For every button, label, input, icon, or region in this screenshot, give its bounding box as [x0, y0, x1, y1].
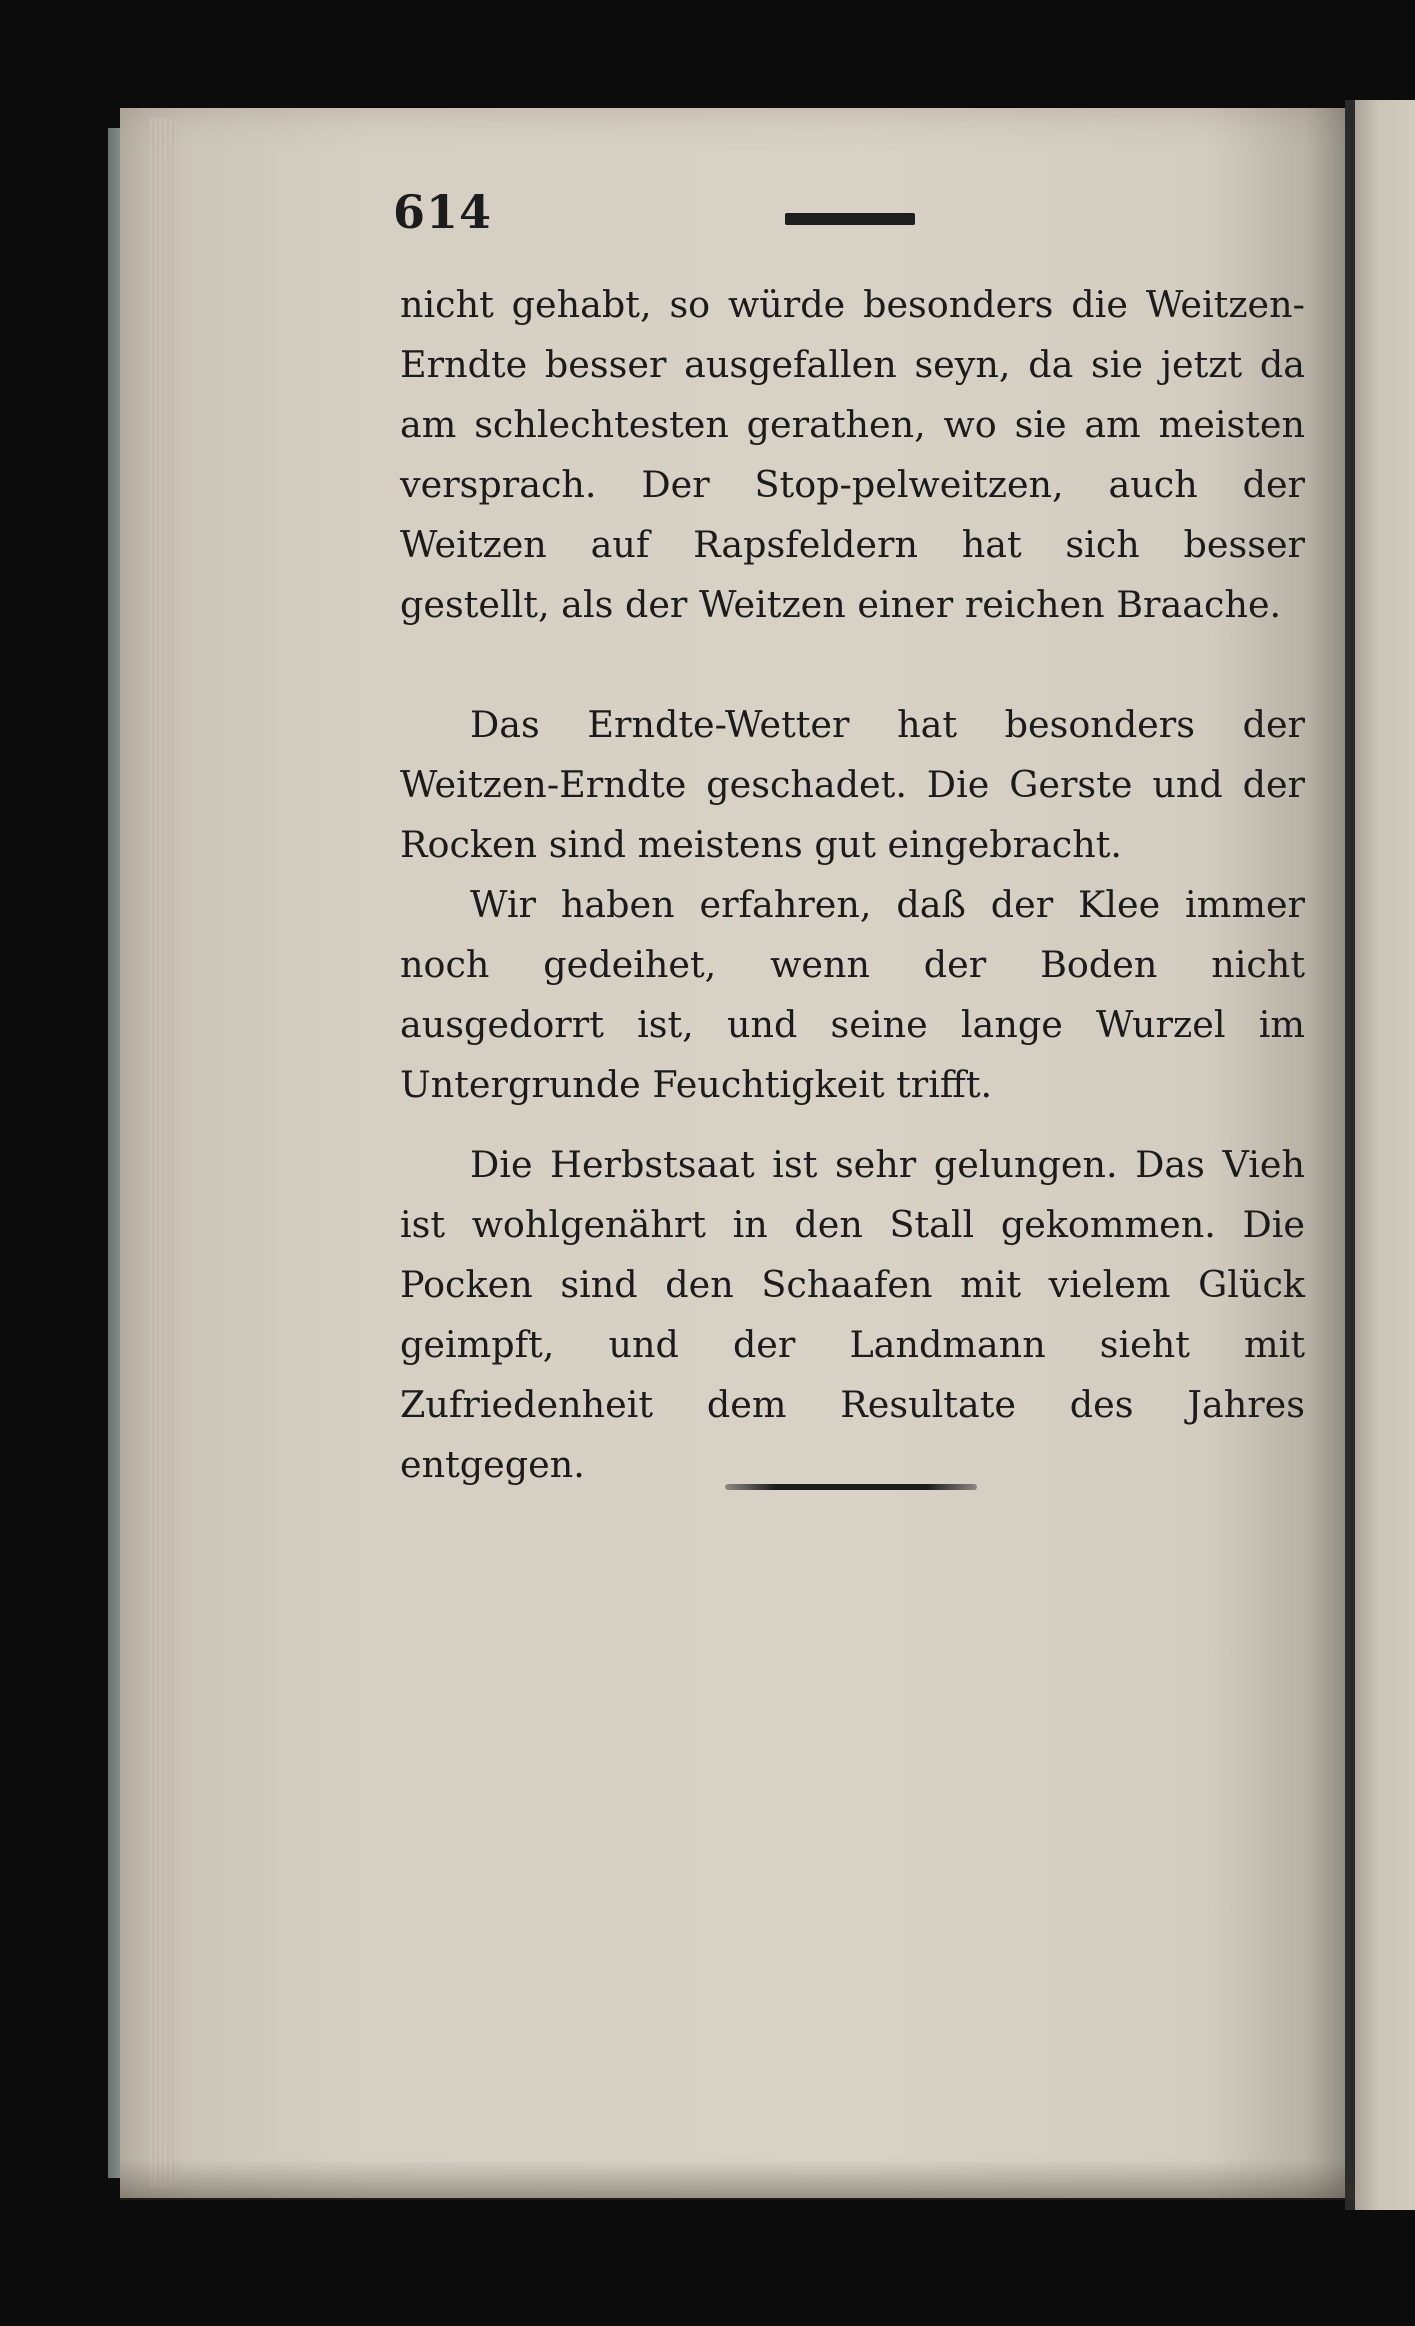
paragraph-3: Wir haben erfahren, daß der Klee immer noch gedeihet, wenn der Boden nicht ausgedorrt ist, und seine lange Wurzel im Untergrunde Feuchtigkeit trifft.	[400, 883, 1305, 1106]
page-bottom-shadow	[120, 2160, 1355, 2200]
header-rule	[785, 213, 915, 225]
paragraph-1: nicht gehabt, so würde besonders die Weitzen-Erndte besser ausgefallen seyn, da sie jetzt da am schlechtesten gerathen, wo sie am meisten versprach. Der Stop-pelweitzen, auch der Weitzen auf Rapsfeldern hat sich besser gestellt, als der Weitzen einer reichen Braache.	[400, 283, 1305, 626]
page-body-text	[400, 275, 1305, 1495]
book-gutter	[1345, 100, 1355, 2210]
paragraph-4: Die Herbstsaat ist sehr gelungen. Das Vieh ist wohlgenährt in den Stall gekommen. Die Pocken sind den Schaafen mit vielem Glück geimpft, und der Landmann sieht mit Zufriedenheit dem Resultate des Jahres entgegen.	[400, 1143, 1305, 1486]
page-deckle-edge	[150, 118, 178, 2188]
paragraph-2: Das Erndte-Wetter hat besonders der Weitzen-Erndte geschadet. Die Gerste und der Rocken sind meistens gut eingebracht.	[400, 703, 1305, 866]
facing-page-edge	[1355, 100, 1415, 2210]
end-of-section-rule	[725, 1484, 977, 1490]
page-number: 614	[393, 185, 493, 239]
